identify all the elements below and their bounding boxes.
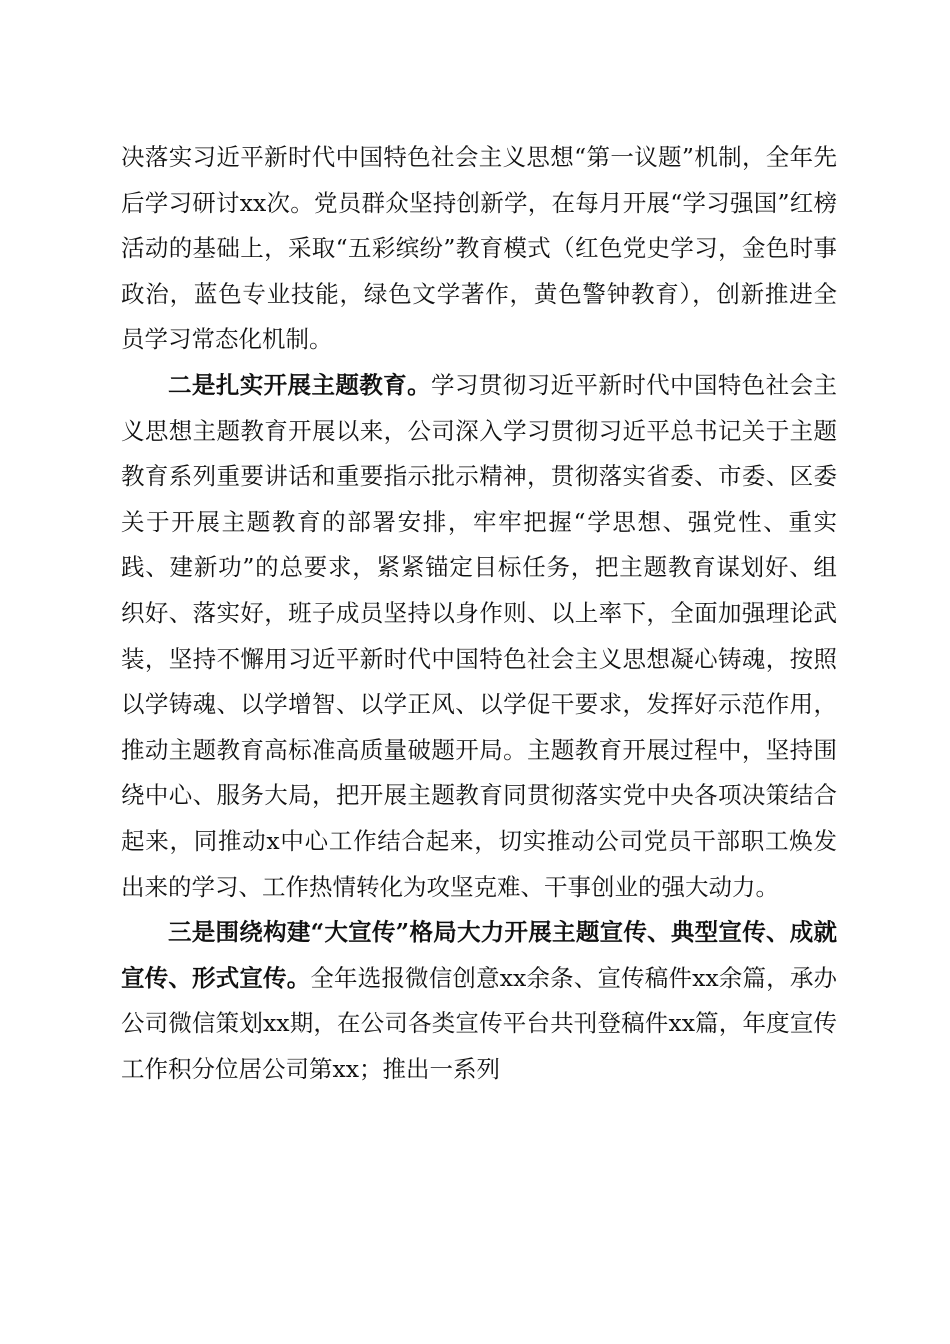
paragraph-text: 学习贯彻习近平新时代中国特色社会主义思想主题教育开展以来，公司深入学习贯彻习近平总书记关于主题教育系列重要讲话和重要指示批示精神，贯彻落实省委、市委、区委关于开展主题教育的部署安排，牢牢把握“学思想、强党性、重实践、建新功”的总要求，紧紧锚定目标任务，把主题教育谋划好、组织好、落实好，班子成员坚持以身作则、以上率下，全面加强理论武装，坚持不懈用习近平新时代中国特色社会主义思想凝心铸魂，按照以学铸魂、以学增智、以学正风、以学促干要求，发挥好示范作用，推动主题教育高标准高质量破题开局。主题教育开展过程中，坚持围绕中心、服务大局，把开展主题教育同贯彻落实党中央各项决策结合起来，同推动x中心工作结合起来，切实推动公司党员干部职工焕发出来的学习、工作热情转化为攻坚克难、干事创业的强大动力。: [121, 370, 838, 901]
paragraph-text: 决落实习近平新时代中国特色社会主义思想“第一议题”机制，全年先后学习研讨xx次。党员群众坚持创新学，在每月开展“学习强国”红榜活动的基础上，采取“五彩缤纷”教育模式（红色党史学习，金色时事政治，蓝色专业技能，绿色文学著作，黄色警钟教育），创新推进全员学习常态化机制。: [121, 143, 837, 354]
paragraph-text: 全年选报微信创意xx余条、宣传稿件xx余篇，承办公司微信策划xx期，在公司各类宣传平台共刊登稿件xx篇，年度宣传工作积分位居公司第xx；推出一系列: [121, 963, 837, 1083]
paragraph-heading: 三是围绕构建“大宣传”格局大力开展主题宣传、典型宣传、成就宣传、形式宣传。: [121, 918, 837, 992]
paragraph-theme-education: [121, 363, 837, 910]
paragraph-publicity: [121, 910, 837, 1092]
document-body: [121, 135, 837, 1092]
paragraph-heading: 二是扎实开展主题教育。: [168, 370, 431, 399]
paragraph-continued: [121, 135, 837, 363]
